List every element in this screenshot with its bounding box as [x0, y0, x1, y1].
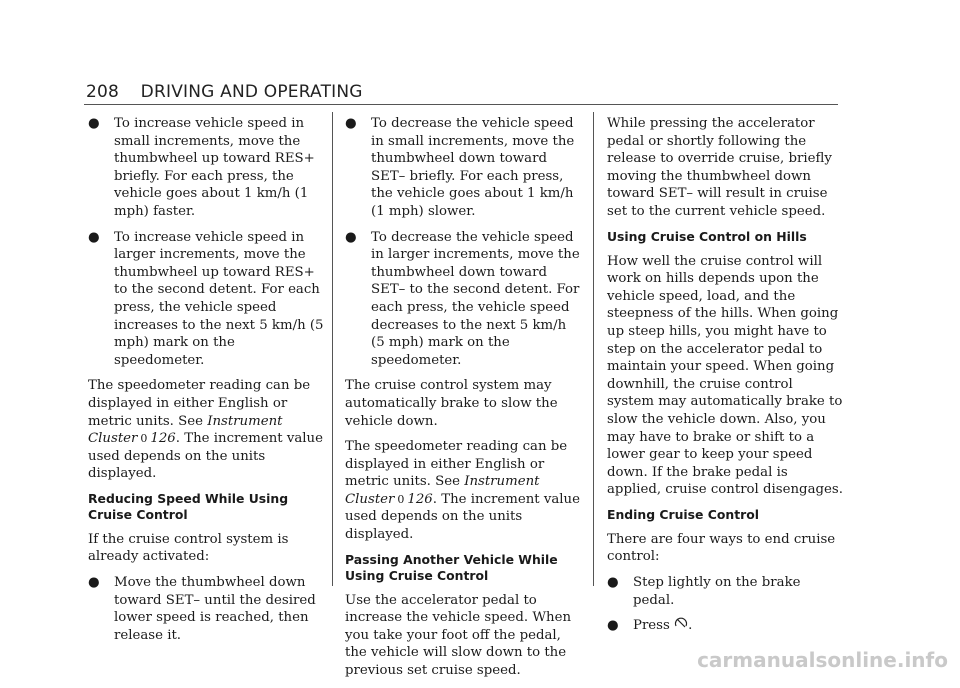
watermark: carmanualsonline.info: [697, 648, 948, 672]
list-item: [607, 574, 843, 609]
paragraph: Use the accelerator pedal to increase the vehicle speed. When you take your foot off the pedal, the vehicle will slow down to the previous set cruise speed.: [345, 592, 572, 679]
bullet: ●: [607, 618, 619, 634]
section-heading: Using Cruise Control on Hills: [607, 228, 807, 244]
paragraph: The speedometer reading can be displayed in either English or metric units. See Instrument Cluster 0 126. The increment value used depends on the units displayed.: [88, 378, 323, 482]
paragraph: The speedometer reading can be displayed in either English or metric units. See Instrument Cluster 0 126. The increment value used depends on the units displayed.: [345, 439, 580, 543]
list-item: [345, 229, 581, 370]
column-divider-1: [332, 112, 333, 586]
header-rule: [84, 104, 838, 105]
bullet: ●: [88, 575, 100, 591]
list-item-text: To increase vehicle speed in small increments, move the thumbwheel up toward RES+ briefly. For each press, the vehicle goes about 1 km/h (1 mph) faster.: [114, 116, 315, 219]
page-arrow-icon: 0: [397, 492, 405, 506]
bullet: ●: [88, 229, 100, 245]
column-1: [88, 115, 324, 652]
paragraph: While pressing the accelerator pedal or shortly following the release to override cruise, briefly moving the thumbwheel down toward SET– will result in cruise set to the current vehicle speed.: [607, 116, 832, 219]
paragraph: The cruise control system may automatically brake to slow the vehicle down.: [345, 378, 558, 429]
list-item-text: To increase vehicle speed in larger increments, move the thumbwheel up toward RES+ to the second detent. For each press, the vehicle speed increases to the next 5 km/h (5 mph) mark on the speedometer.: [114, 229, 324, 368]
list-item-text: Step lightly on the brake pedal.: [633, 575, 801, 608]
list-item-text: To decrease the vehicle speed in larger increments, move the thumbwheel down toward SET– to the second detent. For each press, the vehicle speed decreases to the next 5 km/h (5 mph) mark on the speedometer.: [371, 229, 580, 368]
page-arrow-icon: 0: [140, 432, 148, 446]
column-2: [345, 115, 581, 688]
list-item: ● Press .: [607, 618, 693, 634]
list-item-text: To decrease the vehicle speed in small increments, move the thumbwheel down toward SET– briefly. For each press, the vehicle goes about 1 km/h (1 mph) slower.: [371, 116, 575, 219]
column-divider-2: [593, 112, 594, 586]
cruise-control-cancel-icon: [674, 618, 688, 633]
section-title: DRIVING AND OPERATING: [140, 82, 363, 102]
bullet: ●: [607, 575, 619, 591]
list-item: [345, 115, 581, 221]
page-header: [86, 82, 363, 102]
list-item-text: Move the thumbwheel down toward SET– until the desired lower speed is reached, then release it.: [114, 575, 316, 643]
paragraph: How well the cruise control will work on hills depends upon the vehicle speed, load, and the steepness of the hills. When going up steep hills, you might have to step on the accelerator pedal to maintain your speed. When going downhill, the cruise control system may automatically brake to slow the vehicle down. Also, you may have to brake or shift to a lower gear to keep your speed down. If the brake pedal is applied, cruise control disengages.: [607, 253, 843, 498]
bullet: ●: [345, 116, 357, 131]
cross-reference-page[interactable]: 126: [150, 431, 176, 447]
paragraph: There are four ways to end cruise control:: [607, 531, 836, 565]
bullet: ●: [88, 116, 100, 131]
cross-reference-link[interactable]: Instrument Cluster: [88, 413, 283, 447]
section-heading: Passing Another Vehicle While Using Cruise Control: [345, 551, 558, 583]
list-item: [88, 229, 324, 370]
bullet: ●: [345, 229, 357, 245]
section-heading: Ending Cruise Control: [607, 506, 759, 522]
paragraph: If the cruise control system is already activated:: [88, 531, 289, 565]
list-item: [88, 115, 324, 221]
column-3: [607, 115, 843, 643]
list-item: [88, 574, 324, 644]
page-number: 208: [86, 82, 120, 102]
cross-reference-page[interactable]: 126: [407, 491, 433, 507]
section-heading: Reducing Speed While Using Cruise Control: [88, 490, 289, 522]
cross-reference-link[interactable]: Instrument Cluster: [345, 474, 540, 507]
